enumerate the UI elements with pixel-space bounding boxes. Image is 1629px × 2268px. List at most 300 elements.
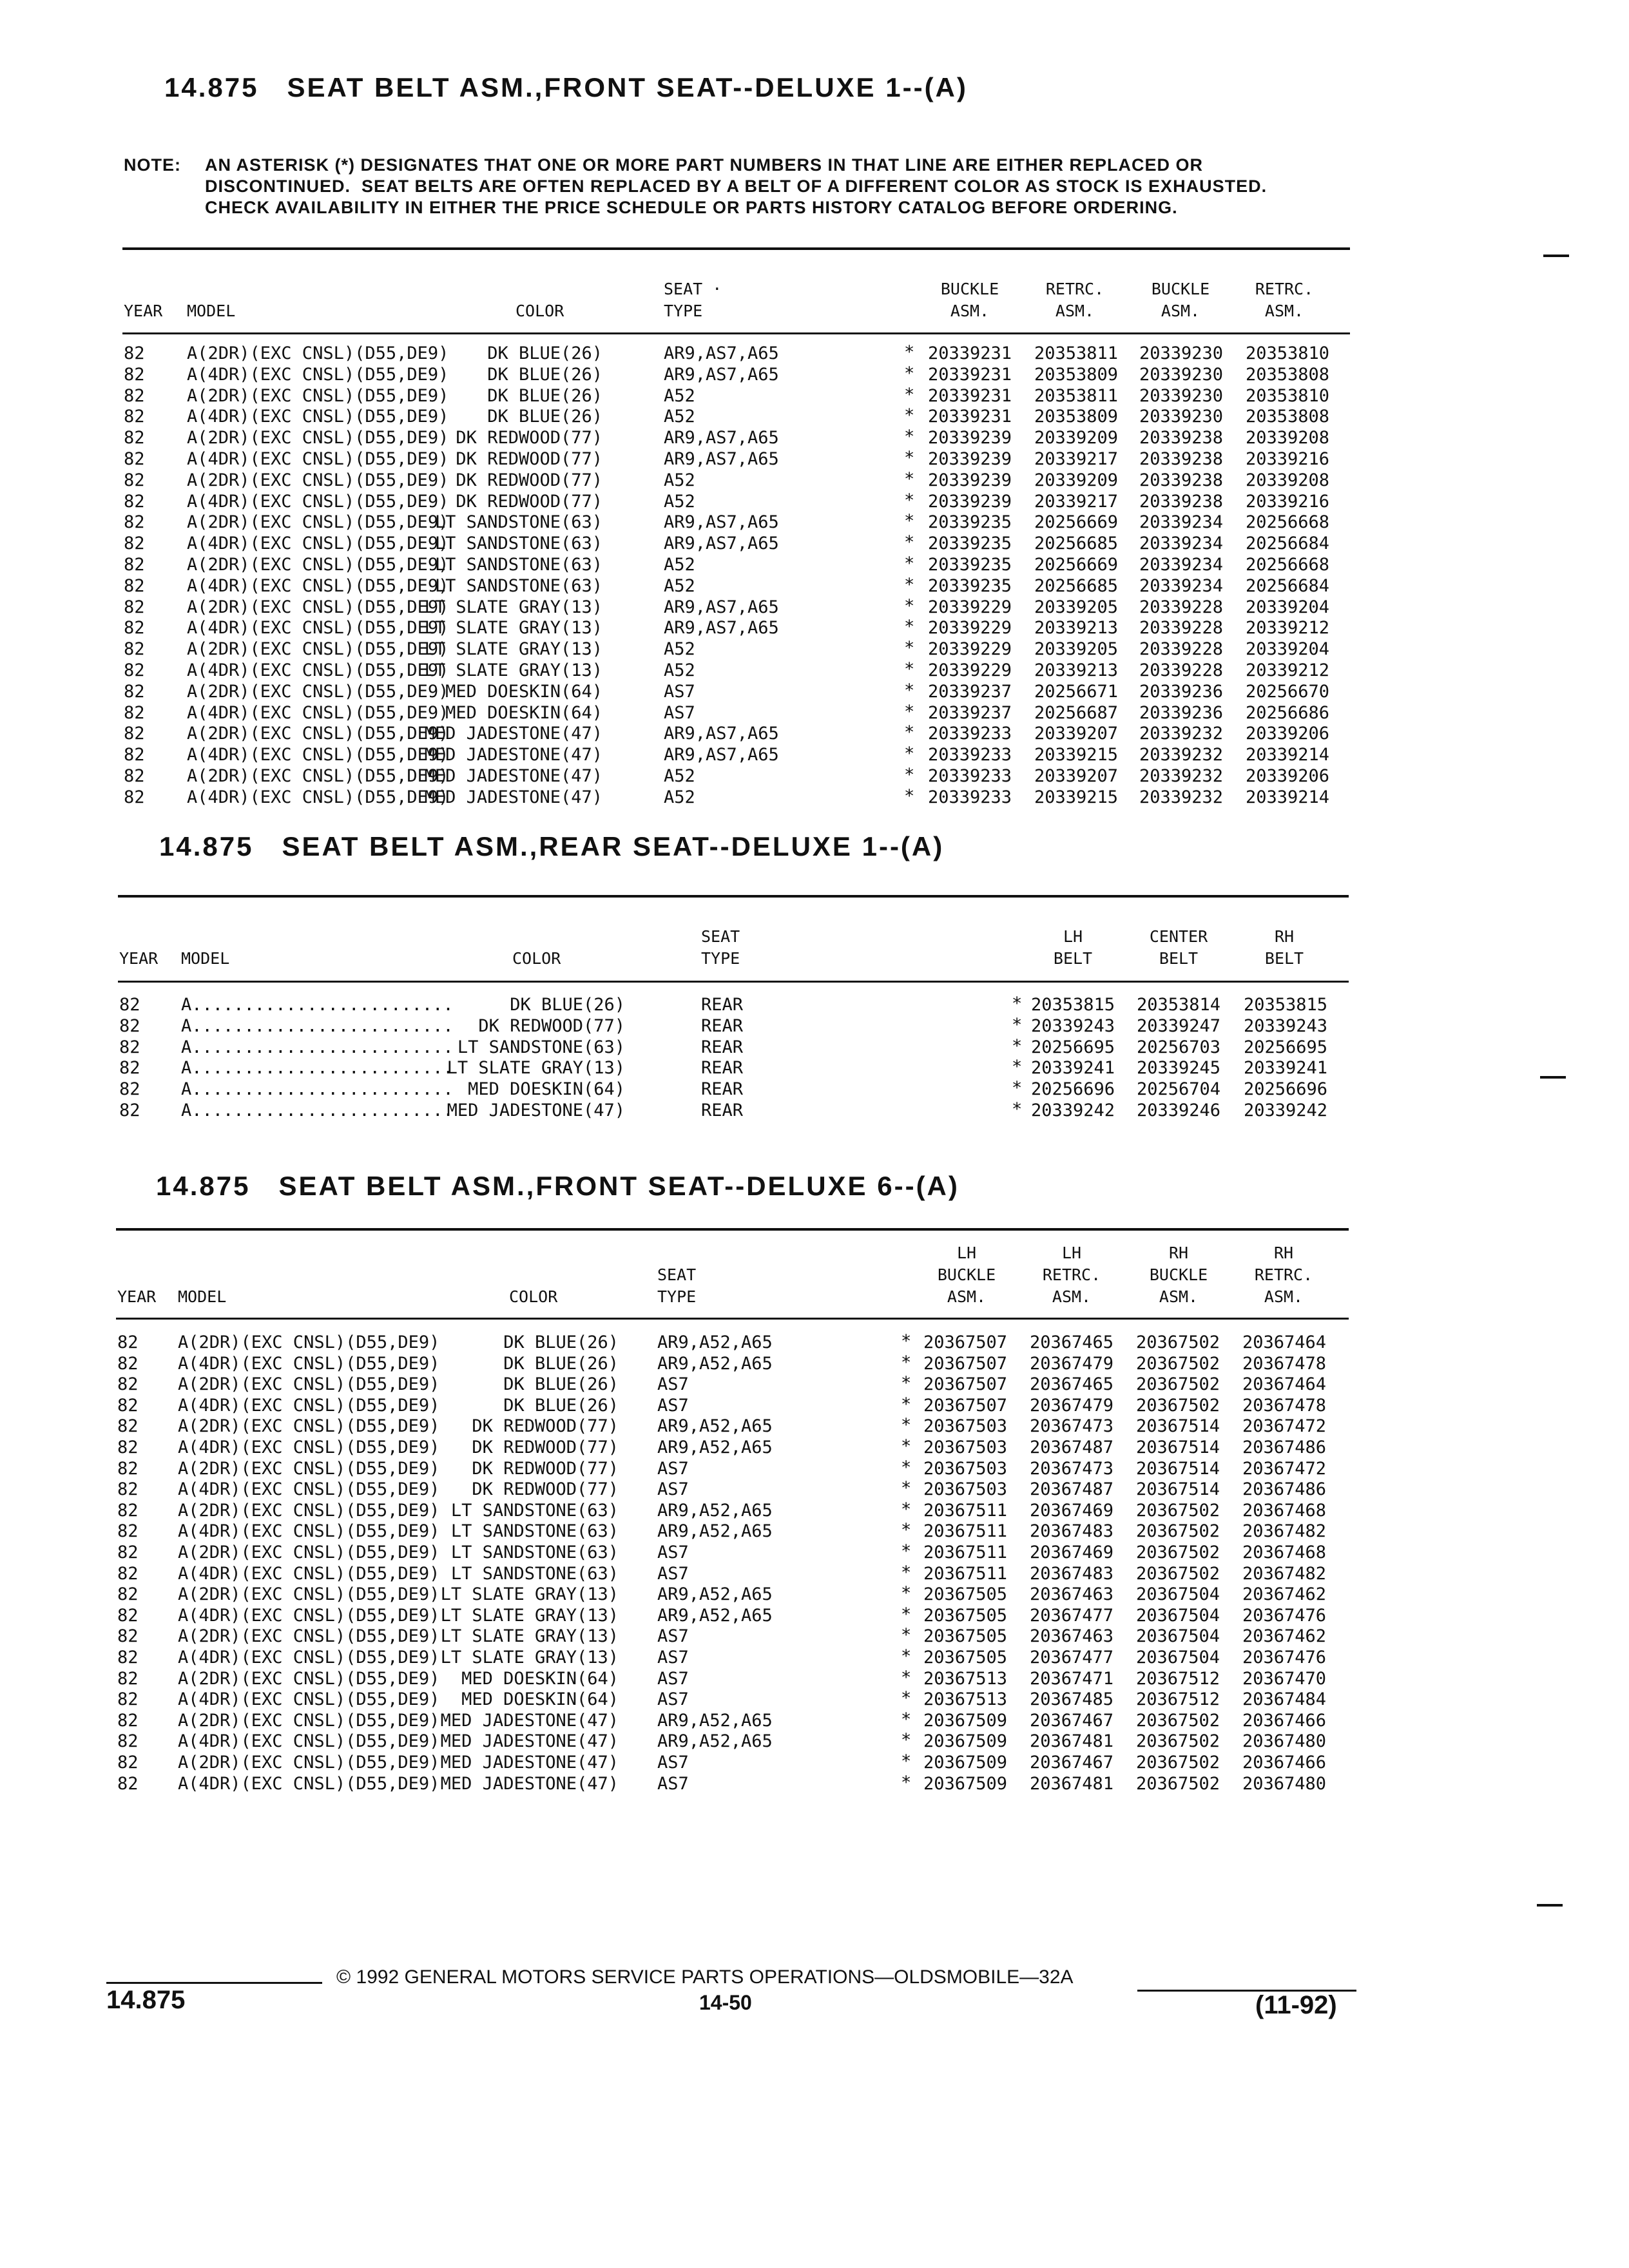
row-part-number-4: 20367464 [1242,1374,1326,1395]
row-model: A(4DR)(EXC CNSL)(D55,DE9) [178,1689,440,1710]
row-replaced-mark: * [904,427,915,447]
row-seat-type: A52 [664,787,695,807]
row-part-number-1: 20367513 [923,1689,1007,1710]
row-part-number-4: 20367464 [1242,1332,1326,1352]
row-year: 82 [119,1100,140,1120]
row-part-number-1: 20367505 [923,1584,1007,1605]
row-part-number-2: 20353811 [1034,343,1118,363]
row-part-number-1: 20367505 [923,1605,1007,1626]
row-model: A(4DR)(EXC CNSL)(D55,DE9) [187,787,449,807]
row-part-number-3: 20339236 [1139,702,1223,723]
section-1-heading: 14.875 SEAT BELT ASM.,FRONT SEAT--DELUXE 1--(A) [164,72,968,102]
row-part-number-2: 20256703 [1136,1037,1220,1057]
row-part-number-2: 20353809 [1034,364,1118,385]
row-seat-type: AS7 [657,1689,689,1710]
row-part-number-2: 20339247 [1136,1015,1220,1036]
row-color: MED DOESKIN(64) [468,1079,625,1100]
row-part-number-2: 20353809 [1034,407,1118,427]
row-part-number-2: 20339205 [1034,639,1118,660]
row-model: A(2DR)(EXC CNSL)(D55,DE9) [187,555,449,575]
row-part-number-3: 20339234 [1139,555,1223,575]
row-replaced-mark: * [904,574,915,595]
row-part-number-2: 20367465 [1029,1374,1113,1395]
row-replaced-mark: * [904,617,915,637]
row-part-number-1: 20339239 [927,491,1012,512]
row-part-number-4: 20339206 [1245,766,1329,786]
row-part-number-4: 20256684 [1245,533,1329,554]
row-model: A(2DR)(EXC CNSL)(D55,DE9) [178,1542,440,1562]
row-replaced-mark: * [901,1478,912,1499]
row-model: A(4DR)(EXC CNSL)(D55,DE9) [178,1648,440,1667]
row-model: A(2DR)(EXC CNSL)(D55,DE9) [178,1668,440,1689]
row-part-number-1: 20367509 [923,1731,1007,1752]
row-model: A(4DR)(EXC CNSL)(D55,DE9) [187,745,449,765]
row-replaced-mark: * [904,785,915,806]
row-year: 82 [117,1521,139,1542]
row-seat-type: AR9,AS7,A65 [664,618,779,639]
row-year: 82 [117,1479,139,1500]
row-replaced-mark: * [901,1667,912,1687]
row-seat-type: AR9,AS7,A65 [664,364,779,385]
row-color: MED JADESTONE(47) [440,1773,619,1794]
row-color: DK REDWOOD(77) [472,1458,619,1479]
row-color: LT SLATE GRAY(13) [424,618,602,639]
row-seat-type: REAR [701,1058,744,1079]
row-seat-type: A52 [664,385,695,406]
row-part-number-3: 20256696 [1243,1079,1327,1100]
section-2-heading: 14.875 SEAT BELT ASM.,REAR SEAT--DELUXE 1--(A) [159,831,945,861]
row-part-number-3: 20367504 [1135,1584,1220,1605]
row-year: 82 [124,660,145,680]
row-seat-type: AR9,A52,A65 [657,1353,773,1374]
row-part-number-4: 20367472 [1242,1416,1326,1437]
row-part-number-4: 20367470 [1242,1668,1326,1689]
header-color: COLOR [512,949,561,968]
row-part-number-3: 20339242 [1243,1100,1327,1120]
row-replaced-mark: * [904,638,915,658]
row-part-number-4: 20367476 [1242,1648,1326,1667]
row-replaced-mark: * [901,1520,912,1541]
row-part-number-4: 20339214 [1245,745,1329,765]
row-year: 82 [117,1584,139,1605]
row-seat-type: AR9,AS7,A65 [664,449,779,469]
row-part-number-1: 20367509 [923,1773,1007,1794]
row-part-number-1: 20339233 [927,787,1012,807]
row-part-number-3: 20367504 [1135,1605,1220,1626]
footer-page-number: 14-50 [699,1991,752,2014]
header-year: YEAR [124,302,163,320]
row-replaced-mark: * [901,1436,912,1456]
row-year: 82 [117,1648,139,1667]
row-replaced-mark: * [904,405,915,426]
row-seat-type: AR9,AS7,A65 [664,724,779,744]
row-model: A(4DR)(EXC CNSL)(D55,DE9) [187,618,449,639]
row-seat-type: A52 [664,575,695,596]
row-model: A......................... [181,1079,454,1100]
row-part-number-3: 20339228 [1139,618,1223,639]
row-color: DK BLUE(26) [487,343,602,363]
row-replaced-mark: * [901,1688,912,1709]
row-year: 82 [119,995,140,1015]
row-seat-type: A52 [664,407,695,427]
row-part-number-3: 20339234 [1139,575,1223,596]
row-year: 82 [124,724,145,744]
row-replaced-mark: * [901,1373,912,1394]
row-seat-type: AS7 [657,1753,689,1773]
row-year: 82 [124,639,145,660]
row-part-number-1: 20367507 [923,1374,1007,1395]
row-part-number-2: 20353814 [1136,995,1220,1015]
row-model: A......................... [181,1058,454,1079]
header-part-1: BUCKLE [940,280,999,298]
row-replaced-mark: * [901,1541,912,1561]
row-color: LT SANDSTONE(63) [434,555,602,575]
row-part-number-2: 20367469 [1029,1542,1113,1562]
section-3-heading: 14.875 SEAT BELT ASM.,FRONT SEAT--DELUXE 6--(A) [156,1171,959,1201]
row-model: A(2DR)(EXC CNSL)(D55,DE9) [178,1500,440,1521]
row-part-number-1: 20353815 [1030,995,1115,1015]
row-seat-type: AR9,A52,A65 [657,1605,773,1626]
row-part-number-2: 20256685 [1034,575,1118,596]
row-part-number-4: 20367468 [1242,1500,1326,1521]
row-part-number-2: 20367485 [1029,1689,1113,1710]
row-replaced-mark: * [904,384,915,405]
row-replaced-mark: * [901,1751,912,1771]
row-part-number-3: 20367514 [1135,1458,1220,1479]
row-seat-type: AR9,AS7,A65 [664,512,779,533]
row-part-number-2: 20367463 [1029,1626,1113,1647]
row-color: DK REDWOOD(77) [478,1015,625,1036]
row-part-number-1: 20339229 [927,597,1012,617]
row-seat-type: REAR [701,1100,744,1120]
header-part-1-side: LH [956,1244,977,1262]
row-part-number-3: 20367502 [1135,1710,1220,1731]
row-model: A(2DR)(EXC CNSL)(D55,DE9) [178,1374,440,1395]
header-part-3: RH [1274,927,1295,946]
row-part-number-1: 20339235 [927,555,1012,575]
row-seat-type: AR9,A52,A65 [657,1332,773,1352]
row-part-number-4: 20367482 [1242,1521,1326,1542]
row-year: 82 [124,702,145,723]
header-year: YEAR [117,1287,157,1306]
row-part-number-3: 20339238 [1139,449,1223,469]
row-year: 82 [124,343,145,363]
row-color: LT SLATE GRAY(13) [440,1605,619,1626]
footer-section-number: 14.875 [106,1986,186,2014]
row-model: A(4DR)(EXC CNSL)(D55,DE9) [187,575,449,596]
row-replaced-mark: * [904,680,915,700]
header-seat-type: TYPE [701,949,740,968]
header-part-1: LH [1063,927,1083,946]
row-year: 82 [119,1015,140,1036]
row-part-number-1: 20339231 [927,364,1012,385]
row-part-number-1: 20367507 [923,1332,1007,1352]
row-part-number-3: 20339241 [1243,1058,1327,1079]
row-model: A(4DR)(EXC CNSL)(D55,DE9) [187,533,449,554]
row-color: LT SLATE GRAY(13) [424,597,602,617]
row-part-number-1: 20367509 [923,1753,1007,1773]
row-color: LT SLATE GRAY(13) [440,1584,619,1605]
row-seat-type: AR9,AS7,A65 [664,745,779,765]
row-part-number-2: 20367483 [1029,1521,1113,1542]
header-part-3-side: RH [1168,1244,1189,1262]
row-part-number-2: 20339213 [1034,618,1118,639]
row-color: MED DOESKIN(64) [445,702,602,723]
row-part-number-3: 20367504 [1135,1626,1220,1647]
margin-tick [1543,255,1569,257]
row-replaced-mark: * [901,1604,912,1624]
row-seat-type: AR9,A52,A65 [657,1584,773,1605]
row-replaced-mark: * [901,1709,912,1729]
row-part-number-1: 20367503 [923,1479,1007,1500]
row-model: A(4DR)(EXC CNSL)(D55,DE9) [178,1437,440,1457]
row-part-number-4: 20367476 [1242,1605,1326,1626]
header-part-4-sub: ASM. [1264,302,1304,320]
row-year: 82 [117,1773,139,1794]
row-part-number-1: 20339229 [927,618,1012,639]
row-seat-type: A52 [664,555,695,575]
header-part-2: RETRC. [1042,1265,1101,1284]
row-year: 82 [124,449,145,469]
row-part-number-4: 20256668 [1245,555,1329,575]
row-year: 82 [124,575,145,596]
margin-tick [1540,1076,1566,1079]
row-replaced-mark: * [904,744,915,764]
row-year: 82 [117,1416,139,1437]
row-model: A(2DR)(EXC CNSL)(D55,DE9) [178,1332,440,1352]
row-model: A(4DR)(EXC CNSL)(D55,DE9) [178,1395,440,1416]
row-replaced-mark: * [904,532,915,553]
row-part-number-4: 20339216 [1245,449,1329,469]
row-color: DK BLUE(26) [510,995,625,1015]
row-part-number-2: 20367465 [1029,1332,1113,1352]
row-seat-type: REAR [701,1015,744,1036]
row-color: MED JADESTONE(47) [440,1731,619,1752]
header-part-1-sub: ASM. [947,1287,987,1306]
row-part-number-4: 20256668 [1245,512,1329,533]
header-part-2: CENTER [1149,927,1208,946]
row-part-number-4: 20339216 [1245,491,1329,512]
row-model: A(4DR)(EXC CNSL)(D55,DE9) [178,1353,440,1374]
header-part-2-sub: BELT [1159,949,1199,968]
row-model: A(2DR)(EXC CNSL)(D55,DE9) [178,1416,440,1437]
row-color: LT SANDSTONE(63) [450,1521,619,1542]
row-replaced-mark: * [904,553,915,573]
row-part-number-3: 20339228 [1139,660,1223,680]
row-part-number-4: 20367472 [1242,1458,1326,1479]
row-model: A(4DR)(EXC CNSL)(D55,DE9) [187,449,449,469]
row-model: A(4DR)(EXC CNSL)(D55,DE9) [187,364,449,385]
row-model: A(2DR)(EXC CNSL)(D55,DE9) [187,724,449,744]
row-model: A(4DR)(EXC CNSL)(D55,DE9) [187,660,449,680]
row-replaced-mark: * [901,1457,912,1477]
row-part-number-1: 20256696 [1030,1079,1115,1100]
row-replaced-mark: * [904,701,915,722]
row-part-number-2: 20367481 [1029,1731,1113,1752]
row-seat-type: AS7 [657,1648,689,1667]
row-part-number-4: 20339208 [1245,470,1329,490]
row-year: 82 [117,1626,139,1647]
row-part-number-2: 20367467 [1029,1753,1113,1773]
row-part-number-3: 20339238 [1139,428,1223,448]
row-color: DK REDWOOD(77) [456,470,602,490]
row-color: LT SLATE GRAY(13) [424,660,602,680]
row-year: 82 [117,1753,139,1773]
row-year: 82 [117,1395,139,1416]
row-color: DK REDWOOD(77) [472,1479,619,1500]
row-part-number-2: 20367479 [1029,1395,1113,1416]
row-part-number-3: 20339228 [1139,597,1223,617]
note-line-1: AN ASTERISK (*) DESIGNATES THAT ONE OR MORE PART NUMBERS IN THAT LINE ARE EITHER REPLACED OR [205,155,1204,175]
row-part-number-2: 20367473 [1029,1458,1113,1479]
header-part-3: BUCKLE [1149,1265,1208,1284]
row-model: A(4DR)(EXC CNSL)(D55,DE9) [187,491,449,512]
row-part-number-4: 20367480 [1242,1773,1326,1794]
row-year: 82 [124,681,145,702]
row-year: 82 [117,1563,139,1584]
header-model: MODEL [178,1287,227,1306]
row-part-number-3: 20339234 [1139,512,1223,533]
row-part-number-4: 20353808 [1245,364,1329,385]
row-seat-type: A52 [664,660,695,680]
row-seat-type: AS7 [657,1626,689,1647]
row-replaced-mark: * [901,1331,912,1351]
row-color: MED JADESTONE(47) [424,724,602,744]
row-model: A......................... [181,1037,454,1057]
row-color: DK REDWOOD(77) [456,491,602,512]
row-color: DK REDWOOD(77) [456,428,602,448]
row-part-number-2: 20339217 [1034,449,1118,469]
row-part-number-1: 20339237 [927,681,1012,702]
row-part-number-3: 20367502 [1135,1332,1220,1352]
margin-tick [1537,1904,1563,1907]
row-seat-type: REAR [701,995,744,1015]
row-model: A(4DR)(EXC CNSL)(D55,DE9) [178,1773,440,1794]
row-color: DK REDWOOD(77) [472,1437,619,1457]
header-part-3-sub: ASM. [1161,302,1200,320]
row-part-number-2: 20256669 [1034,512,1118,533]
row-year: 82 [117,1332,139,1352]
row-part-number-3: 20367502 [1135,1753,1220,1773]
row-part-number-4: 20367478 [1242,1353,1326,1374]
header-part-2-sub: ASM. [1052,1287,1092,1306]
row-seat-type: AS7 [657,1668,689,1689]
row-part-number-1: 20367505 [923,1648,1007,1667]
row-part-number-4: 20339204 [1245,597,1329,617]
row-year: 82 [124,512,145,533]
row-part-number-1: 20339231 [927,385,1012,406]
header-part-3-sub: BELT [1264,949,1304,968]
row-part-number-2: 20339246 [1136,1100,1220,1120]
section-1-top-rule [122,247,1350,250]
row-part-number-4: 20367478 [1242,1395,1326,1416]
row-part-number-1: 20367511 [923,1500,1007,1521]
row-part-number-1: 20367511 [923,1521,1007,1542]
row-color: DK BLUE(26) [487,364,602,385]
row-part-number-3: 20367514 [1135,1416,1220,1437]
row-seat-type: AR9,A52,A65 [657,1731,773,1752]
section-2-top-rule [118,895,1349,898]
row-color: MED JADESTONE(47) [424,766,602,786]
row-part-number-2: 20339209 [1034,428,1118,448]
row-part-number-2: 20367467 [1029,1710,1113,1731]
row-seat-type: AR9,A52,A65 [657,1416,773,1437]
row-part-number-4: 20367482 [1242,1563,1326,1584]
row-part-number-1: 20339243 [1030,1015,1115,1036]
row-part-number-2: 20256704 [1136,1079,1220,1100]
row-year: 82 [119,1079,140,1100]
row-part-number-2: 20353811 [1034,385,1118,406]
row-part-number-1: 20367511 [923,1563,1007,1584]
row-replaced-mark: * [1012,1057,1023,1077]
row-part-number-2: 20339207 [1034,766,1118,786]
row-replaced-mark: * [901,1772,912,1792]
row-replaced-mark: * [901,1415,912,1436]
row-part-number-3: 20339238 [1139,491,1223,512]
row-year: 82 [124,385,145,406]
header-part-1-sub: BELT [1053,949,1093,968]
row-seat-type: AS7 [664,702,695,723]
row-part-number-3: 20339230 [1139,364,1223,385]
row-replaced-mark: * [904,490,915,510]
row-part-number-1: 20339229 [927,639,1012,660]
row-part-number-3: 20339243 [1243,1015,1327,1036]
header-part-1: BUCKLE [937,1265,996,1284]
row-part-number-1: 20339229 [927,660,1012,680]
row-part-number-2: 20339213 [1034,660,1118,680]
row-part-number-3: 20353815 [1243,995,1327,1015]
row-replaced-mark: * [1012,1099,1023,1119]
row-color: LT SLATE GRAY(13) [447,1058,625,1079]
row-seat-type: AS7 [657,1374,689,1395]
row-year: 82 [124,428,145,448]
row-part-number-4: 20339206 [1245,724,1329,744]
row-part-number-2: 20367481 [1029,1773,1113,1794]
row-part-number-3: 20367512 [1135,1668,1220,1689]
row-replaced-mark: * [901,1499,912,1519]
header-seat: SEAT [701,927,740,946]
row-part-number-1: 20367509 [923,1710,1007,1731]
row-model: A(2DR)(EXC CNSL)(D55,DE9) [187,343,449,363]
row-part-number-4: 20256686 [1245,702,1329,723]
row-part-number-1: 20339235 [927,512,1012,533]
row-color: MED DOESKIN(64) [461,1689,619,1710]
row-seat-type: REAR [701,1037,744,1057]
row-model: A(4DR)(EXC CNSL)(D55,DE9) [187,702,449,723]
row-seat-type: AR9,A52,A65 [657,1710,773,1731]
row-part-number-2: 20367487 [1029,1479,1113,1500]
row-color: MED JADESTONE(47) [424,745,602,765]
row-replaced-mark: * [901,1394,912,1414]
row-color: DK BLUE(26) [503,1353,619,1374]
row-model: A(4DR)(EXC CNSL)(D55,DE9) [178,1731,440,1752]
row-year: 82 [117,1731,139,1752]
row-part-number-2: 20339209 [1034,470,1118,490]
row-part-number-3: 20339232 [1139,724,1223,744]
row-part-number-3: 20339230 [1139,407,1223,427]
row-part-number-3: 20339238 [1139,470,1223,490]
row-color: DK BLUE(26) [503,1332,619,1352]
row-part-number-3: 20256695 [1243,1037,1327,1057]
row-model: A......................... [181,1100,454,1120]
row-color: DK BLUE(26) [503,1374,619,1395]
row-part-number-1: 20367503 [923,1437,1007,1457]
row-color: LT SANDSTONE(63) [450,1563,619,1584]
row-color: LT SANDSTONE(63) [450,1542,619,1562]
row-part-number-4: 20339212 [1245,660,1329,680]
row-part-number-3: 20367502 [1135,1374,1220,1395]
row-year: 82 [124,364,145,385]
